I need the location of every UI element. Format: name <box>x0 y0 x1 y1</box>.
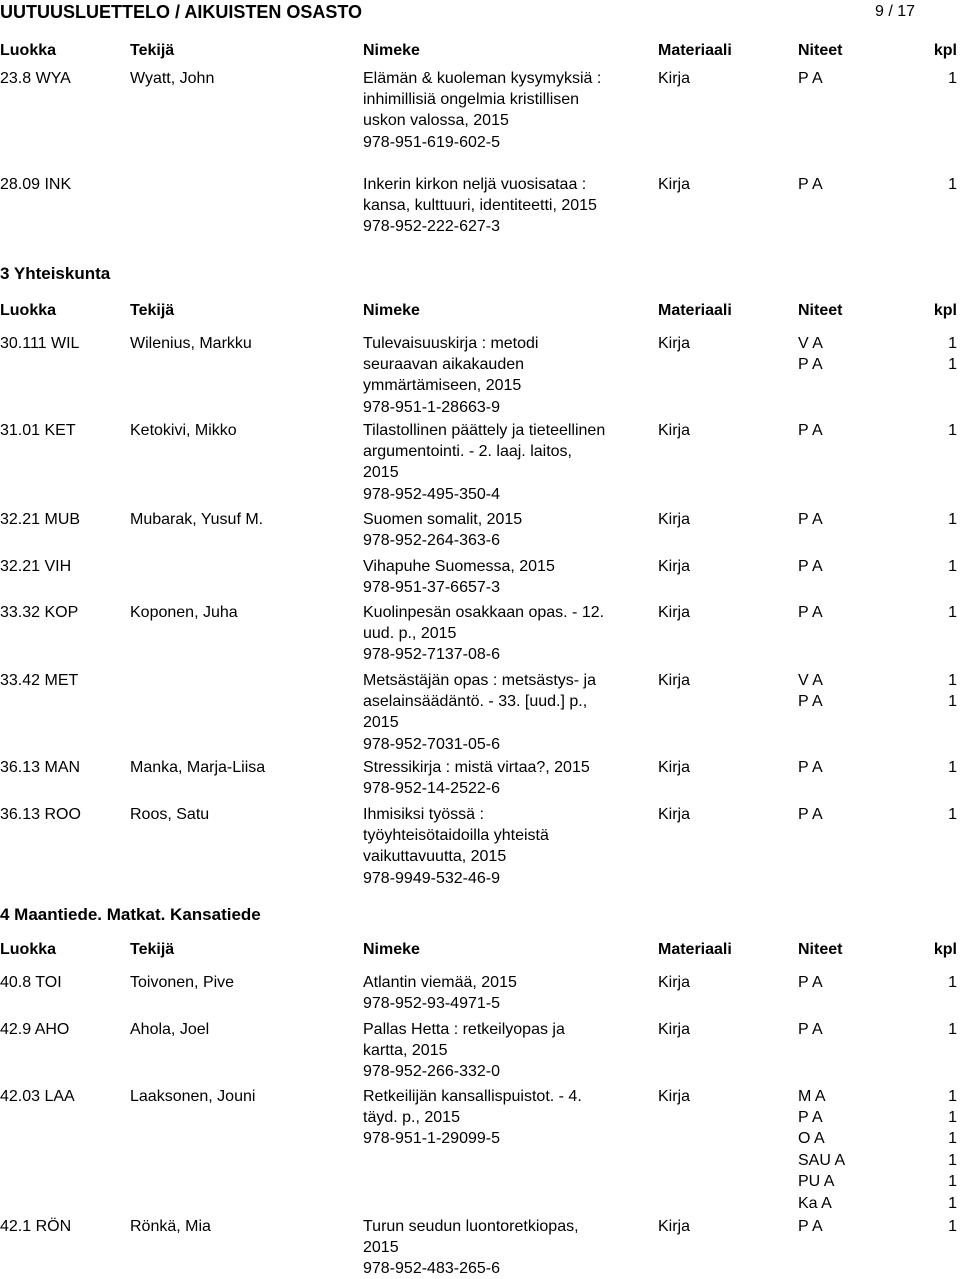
entry-kpl: 1 <box>948 334 957 352</box>
entry-isbn: 978-952-93-4971-5 <box>363 994 500 1012</box>
entry-tekija: Ketokivi, Mikko <box>130 421 237 439</box>
entry-niteet: V A <box>798 334 823 352</box>
entry-kpl: 1 <box>948 758 957 776</box>
column-header-tekija: Tekijä <box>130 41 175 59</box>
entry-kpl: 1 <box>948 671 957 689</box>
entry-niteet: P A <box>798 557 823 575</box>
entry-materiaali: Kirja <box>658 510 691 528</box>
entry-kpl: 1 <box>948 1194 957 1212</box>
entry-kpl: 1 <box>948 69 957 87</box>
entry-nimeke-line: Suomen somalit, 2015 <box>363 510 523 528</box>
entry-niteet: P A <box>798 1108 823 1126</box>
entry-kpl: 1 <box>948 1020 957 1038</box>
entry-materiaali: Kirja <box>658 175 691 193</box>
entry-tekija: Manka, Marja-Liisa <box>130 758 266 776</box>
entry-luokka: 23.8 WYA <box>0 69 71 87</box>
entry-nimeke-line: Pallas Hetta : retkeilyopas ja <box>363 1020 565 1038</box>
entry-isbn: 978-952-264-363-6 <box>363 531 500 549</box>
column-header-nimeke: Nimeke <box>363 940 420 958</box>
entry-niteet: P A <box>798 355 823 373</box>
column-header-niteet: Niteet <box>798 41 843 59</box>
entry-materiaali: Kirja <box>658 334 691 352</box>
entry-niteet: P A <box>798 603 823 621</box>
entry-isbn: 978-952-7031-05-6 <box>363 735 500 753</box>
column-header-kpl: kpl <box>933 301 957 319</box>
entry-niteet: O A <box>798 1130 825 1148</box>
entry-nimeke-line: uud. p., 2015 <box>363 624 457 642</box>
entry-isbn: 978-951-37-6657-3 <box>363 578 500 596</box>
entry-tekija: Ahola, Joel <box>130 1020 210 1038</box>
column-header-materiaali: Materiaali <box>658 940 732 958</box>
entry-isbn: 978-951-619-602-5 <box>363 133 500 151</box>
entry-luokka: 32.21 VIH <box>0 557 72 575</box>
section-title: 4 Maantiede. Matkat. Kansatiede <box>0 904 261 924</box>
entry-niteet: V A <box>798 671 823 689</box>
entry-nimeke-line: 2015 <box>363 1238 399 1256</box>
entry-luokka: 33.32 KOP <box>0 603 79 621</box>
entry-isbn: 978-952-495-350-4 <box>363 485 500 503</box>
entry-materiaali: Kirja <box>658 421 691 439</box>
column-header-nimeke: Nimeke <box>363 301 420 319</box>
entry-kpl: 1 <box>948 1108 957 1126</box>
entry-niteet: P A <box>798 973 823 991</box>
entry-materiaali: Kirja <box>658 1020 691 1038</box>
entry-nimeke-line: aselainsäädäntö. - 33. [uud.] p., <box>363 692 588 710</box>
entry-niteet: P A <box>798 175 823 193</box>
entry-kpl: 1 <box>948 805 957 823</box>
entry-nimeke-line: Kuolinpesän osakkaan opas. - 12. <box>363 603 605 621</box>
entry-luokka: 30.111 WIL <box>0 334 80 352</box>
entry-luokka: 28.09 INK <box>0 175 72 193</box>
entry-nimeke-line: Vihapuhe Suomessa, 2015 <box>363 557 555 575</box>
entry-kpl: 1 <box>948 692 957 710</box>
entry-luokka: 32.21 MUB <box>0 510 81 528</box>
entry-isbn: 978-951-1-28663-9 <box>363 398 500 416</box>
entry-nimeke-line: Elämän & kuoleman kysymyksiä : <box>363 69 602 87</box>
entry-isbn: 978-952-7137-08-6 <box>363 646 500 664</box>
entry-isbn: 978-952-266-332-0 <box>363 1063 500 1081</box>
entry-nimeke-line: Ihmisiksi työssä : <box>363 805 484 823</box>
entry-nimeke-line: täyd. p., 2015 <box>363 1108 460 1126</box>
entry-nimeke-line: Retkeilijän kansallispuistot. - 4. <box>363 1087 582 1105</box>
column-header-tekija: Tekijä <box>130 940 175 958</box>
entry-tekija: Wyatt, John <box>130 69 215 87</box>
entry-niteet: P A <box>798 1217 823 1235</box>
entry-tekija: Koponen, Juha <box>130 603 238 621</box>
page-number: 9 / 17 <box>874 3 915 20</box>
entry-nimeke-line: inhimillisiä ongelmia kristillisen <box>363 90 580 108</box>
entry-tekija: Laaksonen, Jouni <box>130 1087 256 1105</box>
column-header-luokka: Luokka <box>0 41 57 59</box>
entry-kpl: 1 <box>948 1087 957 1105</box>
entry-nimeke-line: Metsästäjän opas : metsästys- ja <box>363 671 596 689</box>
entry-nimeke-line: kartta, 2015 <box>363 1041 448 1059</box>
entry-nimeke-line: Atlantin viemää, 2015 <box>363 973 517 991</box>
entry-niteet: P A <box>798 510 823 528</box>
entry-luokka: 33.42 MET <box>0 671 79 689</box>
column-header-niteet: Niteet <box>798 940 843 958</box>
entry-niteet: PU A <box>798 1173 835 1191</box>
entry-luokka: 42.9 AHO <box>0 1020 70 1038</box>
entry-nimeke-line: Tulevaisuuskirja : metodi <box>363 334 539 352</box>
column-header-nimeke: Nimeke <box>363 41 420 59</box>
entry-tekija: Wilenius, Markku <box>130 334 252 352</box>
column-header-tekija: Tekijä <box>130 301 175 319</box>
column-header-luokka: Luokka <box>0 940 57 958</box>
entry-materiaali: Kirja <box>658 1217 691 1235</box>
entry-isbn: 978-952-483-265-6 <box>363 1260 500 1278</box>
entry-isbn: 978-9949-532-46-9 <box>363 869 500 887</box>
entry-nimeke-line: argumentointi. - 2. laaj. laitos, <box>363 442 572 460</box>
entry-kpl: 1 <box>948 175 957 193</box>
entry-nimeke-line: Turun seudun luontoretkiopas, <box>363 1217 579 1235</box>
entry-isbn: 978-951-1-29099-5 <box>363 1130 500 1148</box>
entry-kpl: 1 <box>948 1130 957 1148</box>
entry-niteet: P A <box>798 805 823 823</box>
entry-luokka: 36.13 MAN <box>0 758 81 776</box>
entry-nimeke-line: vaikuttavuutta, 2015 <box>363 848 507 866</box>
entry-niteet: SAU A <box>798 1151 846 1169</box>
section-title: 3 Yhteiskunta <box>0 263 111 283</box>
entry-niteet: P A <box>798 692 823 710</box>
entry-isbn: 978-952-222-627-3 <box>363 218 500 236</box>
entry-kpl: 1 <box>948 1151 957 1169</box>
entry-niteet: P A <box>798 421 823 439</box>
entry-materiaali: Kirja <box>658 805 691 823</box>
entry-nimeke-line: Inkerin kirkon neljä vuosisataa : <box>363 175 587 193</box>
entry-luokka: 31.01 KET <box>0 421 76 439</box>
column-header-luokka: Luokka <box>0 301 57 319</box>
column-header-niteet: Niteet <box>798 301 843 319</box>
entry-tekija: Rönkä, Mia <box>130 1217 211 1235</box>
entry-tekija: Roos, Satu <box>130 805 210 823</box>
entry-luokka: 42.03 LAA <box>0 1087 75 1105</box>
entry-kpl: 1 <box>948 1173 957 1191</box>
column-header-kpl: kpl <box>933 41 957 59</box>
entry-nimeke-line: uskon valossa, 2015 <box>363 112 509 130</box>
entry-nimeke-line: 2015 <box>363 714 399 732</box>
document-title: UUTUUSLUETTELO / AIKUISTEN OSASTO <box>0 2 363 22</box>
entry-nimeke-line: seuraavan aikakauden <box>363 355 525 373</box>
entry-materiaali: Kirja <box>658 671 691 689</box>
entry-kpl: 1 <box>948 355 957 373</box>
entry-niteet: M A <box>798 1087 826 1105</box>
entry-tekija: Mubarak, Yusuf M. <box>130 510 264 528</box>
entry-luokka: 40.8 TOI <box>0 973 62 991</box>
column-header-materiaali: Materiaali <box>658 301 732 319</box>
entry-materiaali: Kirja <box>658 603 691 621</box>
entry-materiaali: Kirja <box>658 1087 691 1105</box>
column-header-materiaali: Materiaali <box>658 41 732 59</box>
entry-kpl: 1 <box>948 557 957 575</box>
entry-materiaali: Kirja <box>658 69 691 87</box>
entry-luokka: 36.13 ROO <box>0 805 81 823</box>
entry-niteet: P A <box>798 1020 823 1038</box>
entry-nimeke-line: 2015 <box>363 464 399 482</box>
entry-niteet: Ka A <box>798 1194 832 1212</box>
entry-nimeke-line: ymmärtämiseen, 2015 <box>363 377 522 395</box>
entry-nimeke-line: Stressikirja : mistä virtaa?, 2015 <box>363 758 590 776</box>
entry-nimeke-line: Tilastollinen päättely ja tieteellinen <box>363 421 606 439</box>
entry-niteet: P A <box>798 758 823 776</box>
column-header-kpl: kpl <box>933 940 957 958</box>
entry-nimeke-line: kansa, kulttuuri, identiteetti, 2015 <box>363 196 597 214</box>
entry-materiaali: Kirja <box>658 973 691 991</box>
entry-materiaali: Kirja <box>658 758 691 776</box>
entry-kpl: 1 <box>948 973 957 991</box>
entry-nimeke-line: työyhteisötaidoilla yhteistä <box>363 826 549 844</box>
entry-kpl: 1 <box>948 603 957 621</box>
entry-kpl: 1 <box>948 510 957 528</box>
entry-luokka: 42.1 RÖN <box>0 1217 72 1235</box>
entry-kpl: 1 <box>948 421 957 439</box>
entry-kpl: 1 <box>948 1217 957 1235</box>
entry-materiaali: Kirja <box>658 557 691 575</box>
entry-tekija: Toivonen, Pive <box>130 973 235 991</box>
entry-niteet: P A <box>798 69 823 87</box>
entry-isbn: 978-952-14-2522-6 <box>363 779 500 797</box>
